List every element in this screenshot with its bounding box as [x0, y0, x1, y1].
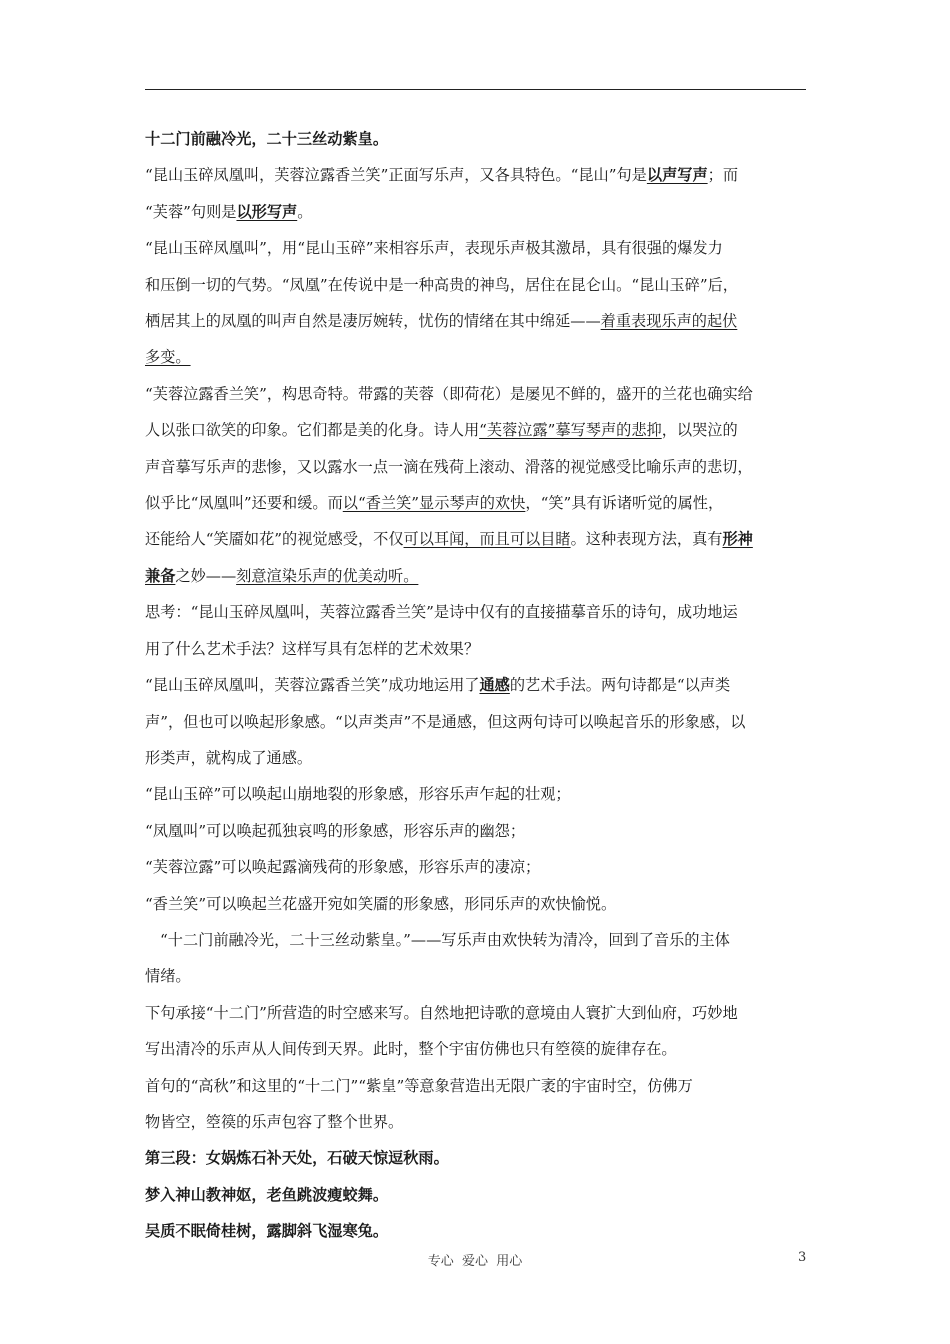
header-rule — [145, 89, 806, 90]
text: 栖居其上的凤凰的叫声自然是凄厉婉转，忧伤的情绪在其中绵延—— — [145, 312, 601, 331]
emphasis-text: 兼备 — [145, 566, 176, 585]
list-line: “芙蓉泣露”可以唤起露滴残荷的形象感，形容乐声的凄凉； — [145, 858, 541, 877]
text: 。这种表现方法，真有 — [570, 530, 723, 549]
text: “昆山玉碎凤凰叫，芙蓉泣露香兰笑”正面写乐声，又各具特色。“昆山”句是 — [145, 166, 647, 185]
paragraph-line: 声音摹写乐声的悲惨，又以露水一点一滴在残荷上滚动、滑落的视觉感受比喻乐声的悲切， — [145, 457, 753, 476]
question-line: 思考：“昆山玉碎凤凰叫，芙蓉泣露香兰笑”是诗中仅有的直接描摹音乐的诗句，成功地运 — [145, 603, 738, 622]
text: “芙蓉”句则是 — [145, 202, 237, 221]
text: 还能给人“笑靥如花”的视觉感受，不仅 — [145, 530, 404, 549]
poem-line: 梦入神山教神妪，老鱼跳波瘦蛟舞。 — [145, 1185, 388, 1204]
paragraph-line: 形类声，就构成了通感。 — [145, 748, 313, 767]
text: 人以张口欲笑的印象。它们都是美的化身。诗人用 — [145, 421, 480, 440]
list-line: “凤凰叫”可以唤起孤独哀鸣的形象感，形容乐声的幽怨； — [145, 821, 526, 840]
paragraph-line: 声”，但也可以唤起形象感。“以声类声”不是通感，但这两句诗可以唤起音乐的形象感，以 — [145, 712, 746, 731]
paragraph — [145, 194, 810, 230]
paragraph-line — [145, 485, 810, 521]
paragraph-line — [145, 667, 810, 703]
text: ；而 — [707, 166, 738, 185]
question-line: 用了什么艺术手法？这样写具有怎样的艺术效果？ — [145, 639, 480, 658]
paragraph-line — [145, 303, 810, 339]
text: ，以哭泣的 — [661, 421, 738, 440]
list-line: “昆山玉碎”可以唤起山崩地裂的形象感，形容乐声乍起的壮观； — [145, 785, 571, 804]
paragraph-line: 和压倒一切的气势。“凤凰”在传说中是一种高贵的神鸟，居住在昆仑山。“昆山玉碎”后， — [145, 275, 738, 294]
emphasis-text: 以声写声 — [646, 166, 708, 185]
paragraph-line: “十二门前融冷光，二十三丝动紫皇。”——写乐声由欢快转为清冷，回到了音乐的主体 — [160, 930, 730, 949]
paragraph-line — [145, 339, 810, 375]
underlined-text: 可以耳闻，而且可以目睹 — [403, 530, 571, 549]
document-body — [145, 121, 810, 1250]
paragraph-line — [145, 412, 810, 448]
underlined-text: 多变。 — [145, 348, 191, 367]
text: 之妙—— — [175, 566, 237, 585]
emphasis-text: 形神 — [722, 530, 753, 549]
text: 的艺术手法。两句诗都是“以声类 — [509, 676, 731, 695]
underlined-text: 刻意渲染乐声的优美动听。 — [236, 566, 419, 585]
paragraph-line: 物皆空，箜篌的乐声包容了整个世界。 — [145, 1112, 404, 1131]
underlined-text: “芙蓉泣露”摹写琴声的悲抑 — [479, 421, 662, 440]
paragraph — [145, 157, 810, 193]
emphasis-text: 通感 — [479, 676, 510, 695]
text: 似乎比“凤凰叫”还要和缓。而 — [145, 494, 343, 513]
poem-line: 十二门前融冷光，二十三丝动紫皇。 — [145, 130, 388, 148]
paragraph-line — [145, 558, 810, 594]
page-footer: 专心 爱心 用心 — [427, 1254, 523, 1269]
underlined-text: 着重表现乐声的起伏 — [600, 312, 738, 331]
page-number: 3 — [798, 1250, 807, 1265]
text: “昆山玉碎凤凰叫，芙蓉泣露香兰笑”成功地运用了 — [145, 676, 480, 695]
list-line: “香兰笑”可以唤起兰花盛开宛如笑靥的形象感，形同乐声的欢快愉悦。 — [145, 894, 617, 913]
poem-line: 第三段：女娲炼石补天处，石破天惊逗秋雨。 — [145, 1149, 449, 1168]
poem-line: 吴质不眠倚桂树，露脚斜飞湿寒兔。 — [145, 1222, 388, 1241]
paragraph-line: 下句承接“十二门”所营造的时空感来写。自然地把诗歌的意境由人寰扩大到仙府，巧妙地 — [145, 1003, 738, 1022]
paragraph-line: 写出清冷的乐声从人间传到天界。此时，整个宇宙仿佛也只有箜篌的旋律存在。 — [145, 1040, 677, 1059]
underlined-text: 以“香兰笑”显示琴声的欢快 — [342, 494, 526, 513]
paragraph-line: “昆山玉碎凤凰叫”，用“昆山玉碎”来相容乐声，表现乐声极其激昂，具有很强的爆发力 — [145, 239, 723, 258]
paragraph-line: “芙蓉泣露香兰笑”，构思奇特。带露的芙蓉（即荷花）是屡见不鲜的，盛开的兰花也确实给 — [145, 384, 753, 403]
text: ，“笑”具有诉诸听觉的属性， — [525, 494, 724, 513]
text: 。 — [297, 202, 313, 221]
paragraph-line: 首句的“高秋”和这里的“十二门”“紫皇”等意象营造出无限广袤的宇宙时空，仿佛万 — [145, 1076, 693, 1095]
paragraph-line — [145, 521, 810, 557]
paragraph-line: 情绪。 — [145, 967, 191, 986]
emphasis-text: 以形写声 — [236, 202, 298, 221]
